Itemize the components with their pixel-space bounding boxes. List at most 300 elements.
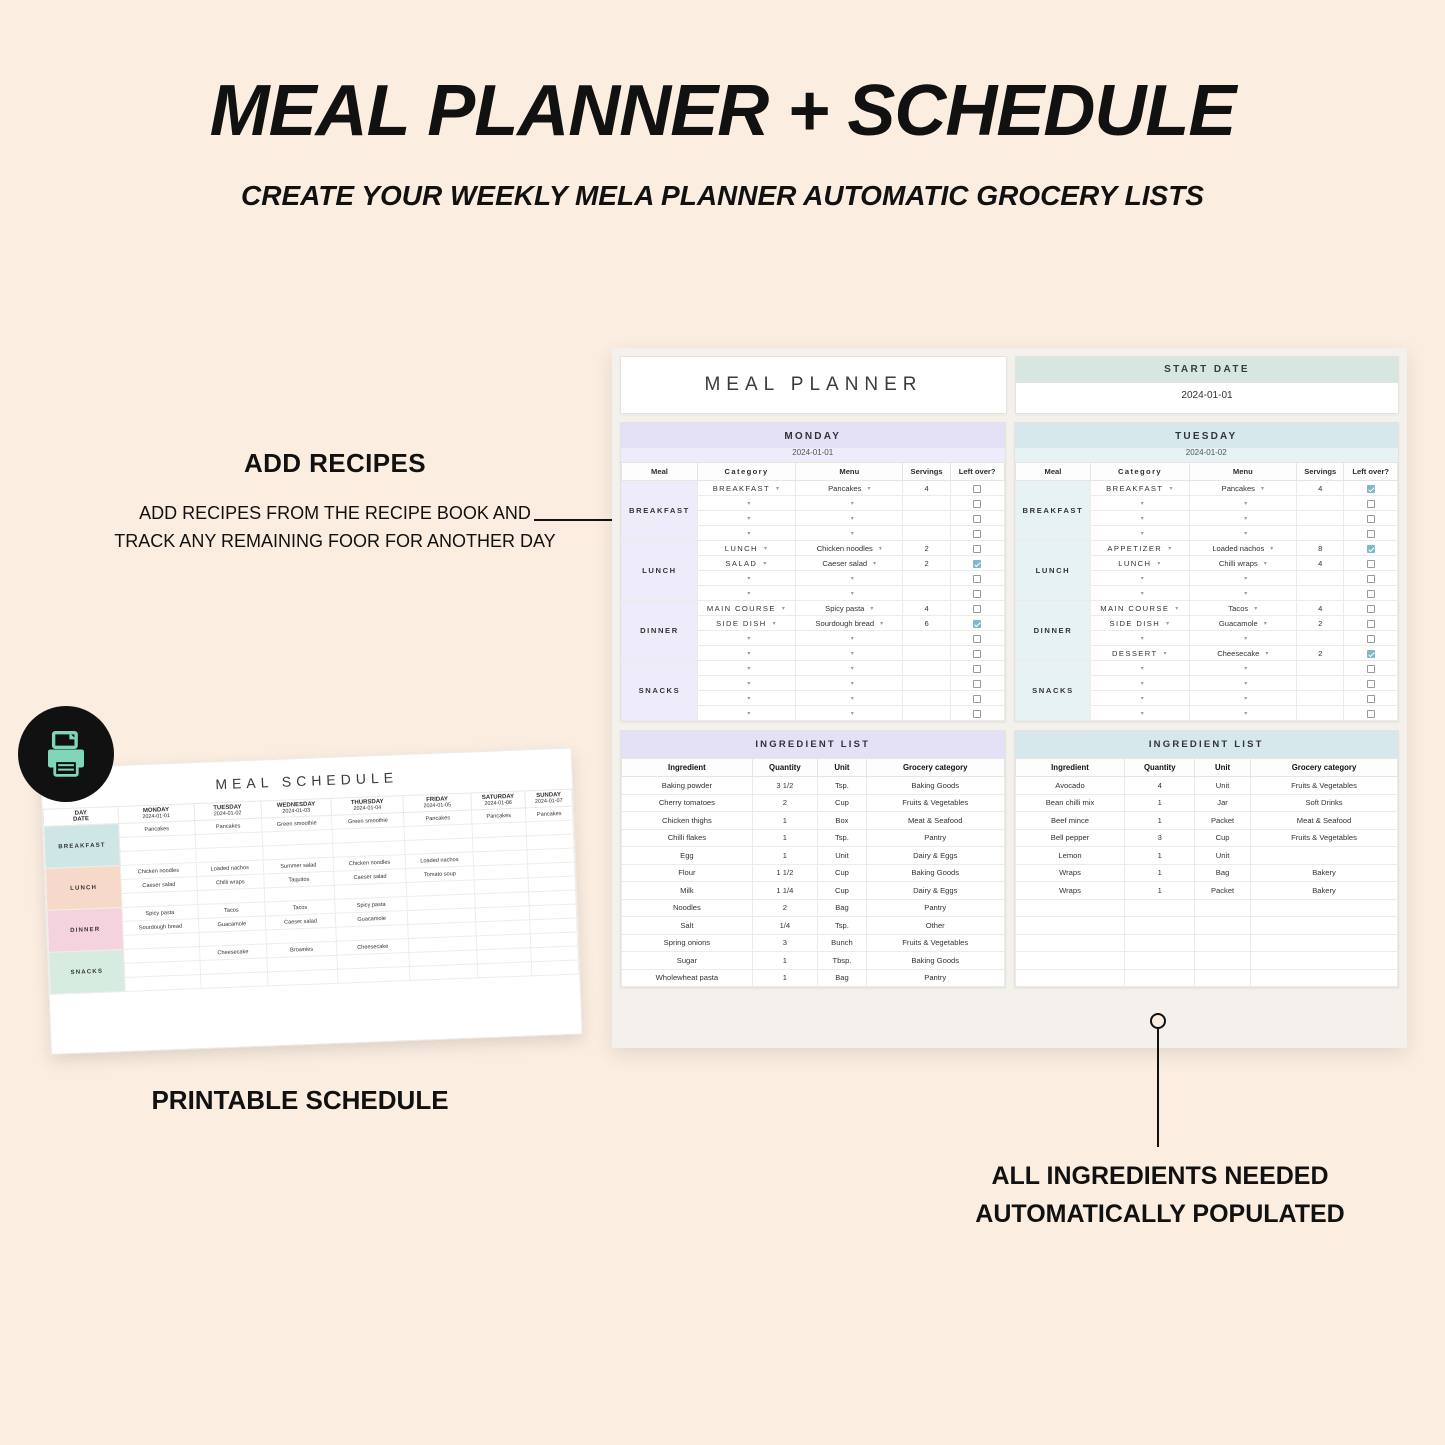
cell-menu[interactable] [796,691,903,706]
cell-srv[interactable] [903,526,950,541]
cell-srv[interactable]: 6 [903,616,950,631]
cell-srv[interactable]: 4 [1297,556,1344,571]
chevron-down-icon[interactable]: ▾ [1140,710,1146,717]
ingredient-cell: Fruits & Vegetables [866,934,1004,952]
cell-menu[interactable] [1189,661,1296,676]
cell-srv[interactable] [1297,526,1344,541]
ingredient-cell [1251,952,1398,970]
day-name-monday: MONDAY [621,423,1005,448]
chevron-down-icon[interactable]: ▾ [781,605,787,612]
cell-menu[interactable] [796,571,903,586]
cell-menu[interactable] [796,706,903,721]
cell-menu[interactable] [1189,571,1296,586]
schedule-cell: Chilli wraps [196,874,264,891]
schedule-cell: Sourdough bread [122,919,198,936]
schedule-day-header: FRIDAY 2024-01-05 [403,793,471,813]
leftover-checkbox[interactable] [1344,631,1398,646]
cell-menu[interactable]: Chicken noodles ▾ [796,541,903,556]
ingredient-cell: 1 [752,847,817,865]
cell-cat[interactable] [1091,571,1189,586]
chevron-down-icon[interactable]: ▾ [1140,590,1146,597]
leftover-checkbox[interactable] [1344,601,1398,616]
cell-srv[interactable]: 2 [903,556,950,571]
schedule-cell: Loaded nachos [405,852,473,869]
cell-menu[interactable]: Cheesecake ▾ [1189,646,1296,661]
chevron-down-icon[interactable]: ▾ [1263,620,1267,627]
ingredient-table-right [1015,758,1399,987]
cell-menu[interactable]: Chilli wraps ▾ [1189,556,1296,571]
chevron-down-icon[interactable]: ▾ [1140,680,1146,687]
chevron-down-icon[interactable]: ▾ [1260,485,1264,492]
ingredient-cell [1251,847,1398,865]
cell-srv[interactable] [903,661,950,676]
chevron-down-icon[interactable]: ▾ [1140,500,1146,507]
cell-srv[interactable] [1297,571,1344,586]
leftover-checkbox[interactable] [950,541,1004,556]
schedule-cell: Spicy pasta [335,897,408,914]
col-servings: Servings [1297,463,1344,481]
cell-cat[interactable] [697,571,795,586]
ingredient-cell: 1 1/4 [752,882,817,900]
schedule-cell: Green smoothie [331,813,404,830]
cell-cat[interactable]: SIDE DISH ▾ [697,616,795,631]
chevron-down-icon[interactable]: ▾ [1244,590,1248,597]
meal-schedule-sheet [40,748,583,1055]
schedule-cell: Taquitos [264,871,334,888]
table-row [1015,601,1398,616]
ingredient-cell: Fruits & Vegetables [1251,829,1398,847]
ingredient-cell [1251,969,1398,987]
leftover-checkbox[interactable] [950,496,1004,511]
chevron-down-icon[interactable]: ▾ [880,620,884,627]
schedule-cell: Chicken noodles [333,855,406,872]
chevron-down-icon[interactable]: ▾ [1244,665,1248,672]
leftover-checkbox[interactable] [1344,496,1398,511]
schedule-day-header: WEDNESDAY 2024-01-03 [261,798,332,818]
cell-cat[interactable]: MAIN COURSE ▾ [697,601,795,616]
cell-menu[interactable] [1189,631,1296,646]
cell-cat[interactable] [1091,676,1189,691]
cell-cat[interactable]: SALAD ▾ [697,556,795,571]
day-card-monday [620,422,1006,722]
chevron-down-icon[interactable]: ▾ [1140,635,1146,642]
cell-menu[interactable] [1189,496,1296,511]
chevron-down-icon[interactable]: ▾ [850,515,854,522]
col-servings: Servings [903,463,950,481]
chevron-down-icon[interactable]: ▾ [763,560,768,567]
cell-srv[interactable] [1297,496,1344,511]
ingredient-cell: Cup [1195,829,1251,847]
col-grocery-category: Grocery category [1251,759,1398,777]
leftover-checkbox[interactable] [1344,676,1398,691]
cell-cat[interactable] [1091,706,1189,721]
leftover-checkbox[interactable] [950,556,1004,571]
chevron-down-icon[interactable]: ▾ [747,515,752,522]
cell-menu[interactable] [796,646,903,661]
leftover-checkbox[interactable] [1344,661,1398,676]
chevron-down-icon[interactable]: ▾ [747,710,752,717]
chevron-down-icon[interactable]: ▾ [1265,650,1269,657]
cell-menu[interactable]: Loaded nachos ▾ [1189,541,1296,556]
ingredient-cell: 1/4 [752,917,817,935]
page-title: MEAL PLANNER + SCHEDULE [209,71,1236,151]
ingredient-list-title: INGREDIENT LIST [1015,731,1399,758]
ingredient-cell: Packet [1195,812,1251,830]
chevron-down-icon[interactable]: ▾ [870,605,874,612]
cell-srv[interactable]: 4 [903,481,950,496]
schedule-cell [267,969,337,986]
chevron-down-icon[interactable]: ▾ [1140,515,1146,522]
cell-srv[interactable]: 8 [1297,541,1344,556]
cell-menu[interactable]: Guacamole ▾ [1189,616,1296,631]
chevron-down-icon[interactable]: ▾ [1140,695,1146,702]
ingredient-cell: Avocado [1015,777,1125,795]
start-date-label: START DATE [1016,357,1398,383]
caption-printable-schedule: PRINTABLE SCHEDULE [151,1085,449,1115]
cell-cat[interactable]: BREAKFAST ▾ [697,481,795,496]
ingredient-cell [1015,969,1125,987]
meal-group-label: BREAKFAST [622,481,698,541]
cell-srv[interactable] [903,676,950,691]
cell-cat[interactable]: MAIN COURSE ▾ [1091,601,1189,616]
chevron-down-icon[interactable]: ▾ [1244,515,1248,522]
cell-cat[interactable] [1091,661,1189,676]
ingredient-cell: Salt [622,917,753,935]
schedule-cell: Guacamole [335,910,408,927]
planner-title: MEAL PLANNER [620,356,1007,414]
cell-srv[interactable]: 2 [1297,616,1344,631]
planner-header-row [620,356,1399,414]
chevron-down-icon[interactable]: ▾ [1244,710,1248,717]
cell-cat[interactable] [1091,511,1189,526]
cell-menu[interactable] [796,661,903,676]
chevron-down-icon[interactable]: ▾ [747,590,752,597]
table-row [622,661,1005,676]
table-row [1015,829,1398,847]
col-leftover: Left over? [950,463,1004,481]
day-body-monday [622,481,1005,721]
cell-srv[interactable] [903,691,950,706]
chevron-down-icon[interactable]: ▾ [747,650,752,657]
chevron-down-icon[interactable]: ▾ [1140,530,1146,537]
chevron-down-icon[interactable]: ▾ [1244,680,1248,687]
chevron-down-icon[interactable]: ▾ [1168,545,1173,552]
chevron-down-icon[interactable]: ▾ [747,500,752,507]
cell-cat[interactable]: SIDE DISH ▾ [1091,616,1189,631]
leader-dot-ingredients [1150,1013,1166,1029]
leftover-checkbox[interactable] [1344,646,1398,661]
leftover-checkbox[interactable] [950,511,1004,526]
cell-menu[interactable]: Sourdough bread ▾ [796,616,903,631]
ingredient-cell: 1 [1125,794,1195,812]
schedule-section-label: SNACKS [49,949,126,994]
cell-menu[interactable] [796,586,903,601]
leftover-checkbox[interactable] [1344,526,1398,541]
ingredient-cell: Other [866,917,1004,935]
chevron-down-icon[interactable]: ▾ [850,590,854,597]
cell-cat[interactable] [697,691,795,706]
chevron-down-icon[interactable]: ▾ [776,485,781,492]
chevron-down-icon[interactable]: ▾ [850,710,854,717]
chevron-down-icon[interactable]: ▾ [850,635,854,642]
chevron-down-icon[interactable]: ▾ [873,560,877,567]
ingredient-cell: Cup [817,864,866,882]
ingredient-cell: Bag [817,969,866,987]
cell-menu[interactable]: Pancakes ▾ [796,481,903,496]
ingredient-cell: 3 [752,934,817,952]
chevron-down-icon[interactable]: ▾ [850,695,854,702]
cell-menu[interactable]: Caeser salad ▾ [796,556,903,571]
ingredient-cell [1195,934,1251,952]
col-quantity: Quantity [752,759,817,777]
cell-cat[interactable]: BREAKFAST ▾ [1091,481,1189,496]
day-date-tuesday[interactable]: 2024-01-02 [1015,448,1399,462]
cell-srv[interactable] [1297,511,1344,526]
col-menu: Menu [1189,463,1296,481]
ingredient-cell: Tsp. [817,777,866,795]
cell-cat[interactable] [697,526,795,541]
leftover-checkbox[interactable] [1344,616,1398,631]
table-row [1015,899,1398,917]
ingredient-cell: Wraps [1015,864,1125,882]
cell-menu[interactable] [1189,706,1296,721]
schedule-cell: Tacos [265,899,335,916]
leftover-checkbox[interactable] [950,616,1004,631]
col-category: Category [1091,463,1189,481]
leftover-checkbox[interactable] [950,646,1004,661]
cell-srv[interactable] [903,631,950,646]
chevron-down-icon[interactable]: ▾ [1254,605,1258,612]
cell-menu[interactable]: Pancakes ▾ [1189,481,1296,496]
leftover-checkbox[interactable] [1344,571,1398,586]
leftover-checkbox[interactable] [950,706,1004,721]
ingredient-cell [1015,899,1125,917]
ingredient-cell [1125,899,1195,917]
ingredient-cell: Unit [1195,777,1251,795]
chevron-down-icon[interactable]: ▾ [1163,650,1168,657]
cell-srv[interactable] [903,571,950,586]
table-row [622,777,1005,795]
cell-menu[interactable] [796,511,903,526]
ingredient-cell: Pantry [866,969,1004,987]
ingredient-cell: Box [817,812,866,830]
chevron-down-icon[interactable]: ▾ [850,530,854,537]
ingredient-cell: 3 1/2 [752,777,817,795]
cell-menu[interactable]: Spicy pasta ▾ [796,601,903,616]
leftover-checkbox[interactable] [1344,586,1398,601]
table-row [622,899,1005,917]
leftover-checkbox[interactable] [950,691,1004,706]
ingredient-cell: 1 1/2 [752,864,817,882]
chevron-down-icon[interactable]: ▾ [1270,545,1274,552]
chevron-down-icon[interactable]: ▾ [747,530,752,537]
cell-cat[interactable] [697,586,795,601]
ingredient-lists-row [620,722,1399,988]
cell-srv[interactable]: 4 [1297,601,1344,616]
leftover-checkbox[interactable] [1344,691,1398,706]
chevron-down-icon[interactable]: ▾ [1169,485,1174,492]
cell-cat[interactable] [697,661,795,676]
cell-cat[interactable] [697,496,795,511]
start-date-card [1015,356,1399,414]
cell-menu[interactable] [796,496,903,511]
chevron-down-icon[interactable]: ▾ [878,545,882,552]
chevron-down-icon[interactable]: ▾ [1157,560,1162,567]
chevron-down-icon[interactable]: ▾ [747,635,752,642]
chevron-down-icon[interactable]: ▾ [850,680,854,687]
ingredient-cell: Jar [1195,794,1251,812]
table-row [622,541,1005,556]
chevron-down-icon[interactable]: ▾ [747,575,752,582]
cell-cat[interactable]: APPETIZER ▾ [1091,541,1189,556]
chevron-down-icon[interactable]: ▾ [772,620,778,627]
schedule-cell: Tacos [197,902,265,919]
cell-srv[interactable] [903,496,950,511]
leftover-checkbox[interactable] [950,601,1004,616]
cell-cat[interactable] [1091,496,1189,511]
cell-menu[interactable] [1189,511,1296,526]
schedule-cell: Pancakes [526,806,573,822]
table-row [1015,934,1398,952]
chevron-down-icon[interactable]: ▾ [1244,695,1248,702]
cell-cat[interactable]: LUNCH ▾ [697,541,795,556]
leftover-checkbox[interactable] [950,661,1004,676]
cell-menu[interactable]: Tacos ▾ [1189,601,1296,616]
cell-srv[interactable] [903,646,950,661]
cell-srv[interactable] [1297,631,1344,646]
col-unit: Unit [817,759,866,777]
chevron-down-icon[interactable]: ▾ [850,575,854,582]
schedule-cell: Cheesecake [336,938,409,955]
cell-cat[interactable] [1091,631,1189,646]
leftover-checkbox[interactable] [950,586,1004,601]
ingredient-cell [1195,969,1251,987]
cell-menu[interactable] [1189,526,1296,541]
cell-cat[interactable] [1091,691,1189,706]
ingredient-cell: 1 [1125,812,1195,830]
leftover-checkbox[interactable] [1344,556,1398,571]
cell-srv[interactable] [1297,691,1344,706]
cell-srv[interactable] [903,511,950,526]
cell-cat[interactable]: LUNCH ▾ [1091,556,1189,571]
leftover-checkbox[interactable] [950,676,1004,691]
cell-srv[interactable]: 4 [1297,481,1344,496]
table-row [1015,481,1398,496]
chevron-down-icon[interactable]: ▾ [1140,575,1146,582]
table-row [622,882,1005,900]
cell-srv[interactable]: 4 [903,601,950,616]
cell-srv[interactable] [903,586,950,601]
table-row [1015,969,1398,987]
chevron-down-icon[interactable]: ▾ [747,680,752,687]
leftover-checkbox[interactable] [1344,541,1398,556]
cell-menu[interactable] [796,631,903,646]
cell-menu[interactable] [1189,691,1296,706]
cell-cat[interactable]: DESSERT ▾ [1091,646,1189,661]
chevron-down-icon[interactable]: ▾ [1244,635,1248,642]
chevron-down-icon[interactable]: ▾ [1166,620,1171,627]
schedule-cell: Caeser salad [265,913,335,930]
ingredient-cell: Beef mince [1015,812,1125,830]
chevron-down-icon[interactable]: ▾ [763,545,769,552]
chevron-down-icon[interactable]: ▾ [850,500,854,507]
leftover-checkbox[interactable] [950,481,1004,496]
day-date-monday[interactable]: 2024-01-01 [621,448,1005,462]
schedule-body [43,789,579,994]
leftover-checkbox[interactable] [1344,511,1398,526]
col-menu: Menu [796,463,903,481]
chevron-down-icon[interactable]: ▾ [747,665,752,672]
leader-line-ingredients [1157,1029,1159,1147]
cell-menu[interactable] [1189,586,1296,601]
schedule-cell: Green smoothie [262,815,332,832]
ingredient-cell [1195,952,1251,970]
cell-cat[interactable] [697,646,795,661]
callout-add-recipes-body: ADD RECIPES FROM THE RECIPE BOOK AND TRACK ANY REMAINING FOOR FOR ANOTHER DAY [114,503,556,551]
col-unit: Unit [1195,759,1251,777]
schedule-section-label: LUNCH [45,865,122,910]
chevron-down-icon[interactable]: ▾ [1175,605,1180,612]
ingredient-cell [1125,934,1195,952]
table-row [622,917,1005,935]
chevron-down-icon[interactable]: ▾ [1244,500,1248,507]
cell-cat[interactable] [697,676,795,691]
cell-srv[interactable] [1297,706,1344,721]
ingredient-cell: Pantry [866,829,1004,847]
cell-srv[interactable]: 2 [1297,646,1344,661]
table-row [622,969,1005,987]
schedule-corner-header: DAY DATE [43,807,119,827]
caption-ingredients: ALL INGREDIENTS NEEDED AUTOMATICALLY POPULATED [975,1162,1345,1228]
cell-menu[interactable] [796,526,903,541]
ingredient-cell: Chilli flakes [622,829,753,847]
ingredient-cell [1015,952,1125,970]
chevron-down-icon[interactable]: ▾ [1244,575,1248,582]
chevron-down-icon[interactable]: ▾ [1244,530,1248,537]
chevron-down-icon[interactable]: ▾ [747,695,752,702]
cell-srv[interactable]: 2 [903,541,950,556]
chevron-down-icon[interactable]: ▾ [1263,560,1267,567]
schedule-cell: Loaded nachos [196,860,264,877]
chevron-down-icon[interactable]: ▾ [1140,665,1146,672]
leftover-checkbox[interactable] [950,571,1004,586]
cell-menu[interactable] [1189,676,1296,691]
ingredient-cell: Tsp. [817,829,866,847]
cell-cat[interactable] [697,631,795,646]
cell-menu[interactable] [796,676,903,691]
leftover-checkbox[interactable] [950,631,1004,646]
ingredient-cell: 1 [752,829,817,847]
cell-cat[interactable] [1091,526,1189,541]
cell-cat[interactable] [1091,586,1189,601]
cell-srv[interactable] [903,706,950,721]
ingredient-cell: Unit [817,847,866,865]
chevron-down-icon[interactable]: ▾ [850,650,854,657]
cell-cat[interactable] [697,511,795,526]
chevron-down-icon[interactable]: ▾ [867,485,871,492]
cell-srv[interactable] [1297,586,1344,601]
cell-srv[interactable] [1297,661,1344,676]
cell-srv[interactable] [1297,676,1344,691]
leftover-checkbox[interactable] [1344,481,1398,496]
ingredient-cell [1251,934,1398,952]
schedule-cell: Pancakes [404,810,472,827]
leftover-checkbox[interactable] [950,526,1004,541]
leftover-checkbox[interactable] [1344,706,1398,721]
cell-cat[interactable] [697,706,795,721]
start-date-value[interactable]: 2024-01-01 [1181,390,1233,401]
chevron-down-icon[interactable]: ▾ [850,665,854,672]
